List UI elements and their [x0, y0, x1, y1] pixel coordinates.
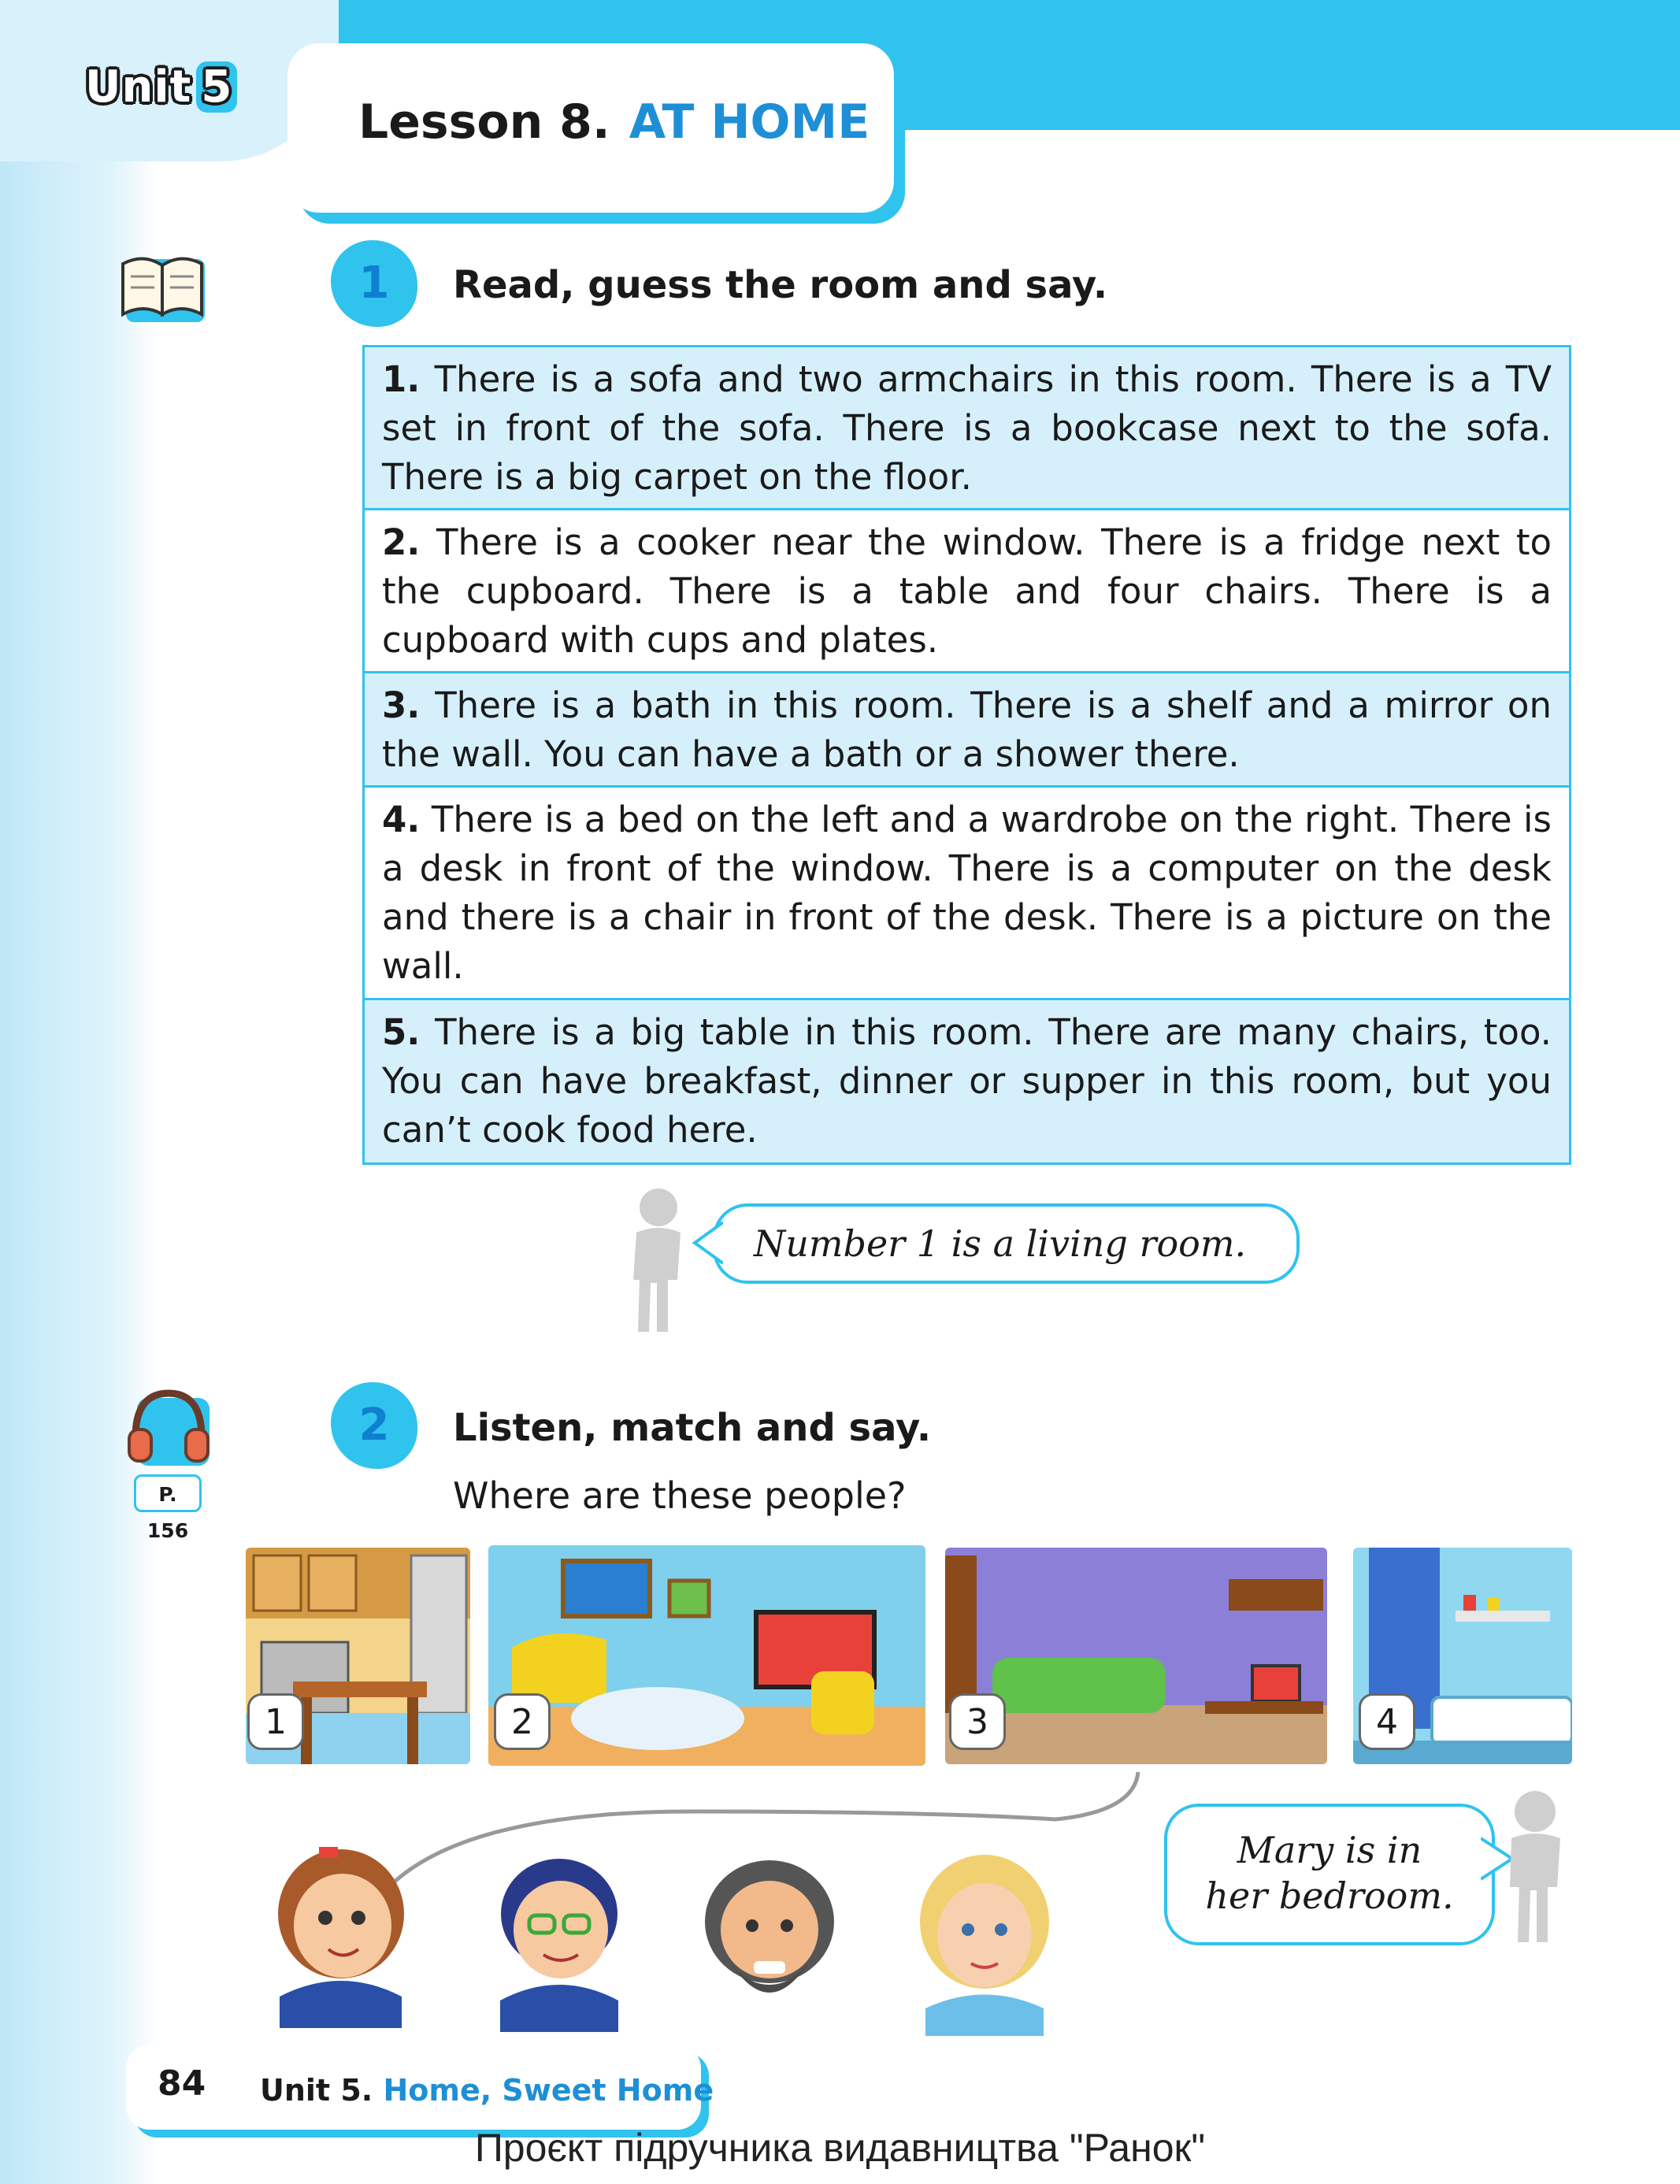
item-text: There is a cooker near the window. There is a fridge next to the cupboard. There is a table and four chairs. There is a cupboard with cups and plates. [382, 521, 1552, 661]
page-number: 84 [158, 2063, 206, 2104]
exercise2-instruction: Listen, match and say. [453, 1406, 932, 1450]
item-number: 3. [382, 684, 421, 726]
boy-character [488, 1843, 630, 2032]
footer-unit-name: Home, Sweet Home [383, 2073, 714, 2108]
item-number: 4. [382, 799, 421, 840]
picture-label-3: 3 [949, 1693, 1006, 1750]
picture-label-1: 1 [247, 1693, 304, 1750]
lesson-title [358, 95, 870, 150]
woman-character [910, 1847, 1059, 2036]
text-box-2 [362, 508, 1571, 673]
lesson-topic: AT HOME [629, 95, 870, 150]
speech-text-2-line2: her bedroom. [1205, 1874, 1454, 1917]
open-book-icon [120, 248, 208, 327]
item-number: 2. [382, 521, 421, 563]
picture-label-4: 4 [1359, 1693, 1415, 1750]
unit-number: 5 [196, 61, 237, 113]
left-margin-strip [0, 0, 158, 2184]
item-number: 1. [382, 358, 421, 400]
page-reference-badge: P. 156 [134, 1474, 202, 1512]
bearded-man-character [697, 1851, 843, 2032]
text-box-1 [362, 345, 1571, 510]
footer-unit-title [260, 2073, 714, 2108]
child-silhouette-icon [1500, 1788, 1571, 1945]
text-box-5 [362, 998, 1571, 1165]
speech-bubble-1 [713, 1203, 1300, 1284]
item-text: There is a big table in this room. There are many chairs, too. You can have breakfast, dinner or supper in this room, but you can’t cook food here. [382, 1011, 1552, 1151]
item-text: There is a sofa and two armchairs in this room. There is a TV set in front of the sofa. There is a bookcase next to the sofa. There is a big carpet on the floor. [382, 358, 1552, 498]
footer-unit-label: Unit 5. [260, 2073, 373, 2108]
unit-badge [85, 61, 237, 113]
item-text: There is a bed on the left and a wardrobe on the right. There is a desk in front of the window. There is a computer on the desk and there is a chair in front of the desk. There is a picture on the wall. [382, 799, 1552, 987]
text-box-4 [362, 785, 1571, 1000]
bubble-tail-1 [692, 1219, 723, 1266]
headphones-icon [124, 1382, 211, 1469]
child-silhouette-icon [622, 1185, 693, 1335]
exercise2-number: 2 [331, 1382, 417, 1469]
mary-character [264, 1839, 417, 2028]
text-box-3 [362, 671, 1571, 788]
speech-bubble-2 [1164, 1804, 1495, 1945]
item-number: 5. [382, 1011, 421, 1053]
exercise1-number: 1 [331, 240, 417, 327]
lesson-label: Lesson 8. [358, 95, 610, 150]
unit-word: Unit [85, 61, 192, 113]
publisher-watermark: Проєкт підручника видавництва "Ранок" [474, 2126, 1206, 2170]
speech-text-1: Number 1 is a living room. [754, 1222, 1247, 1265]
exercise2-question: Where are these people? [453, 1474, 907, 1517]
item-text: There is a bath in this room. There is a shelf and a mirror on the wall. You can have a bath or a shower there. [382, 684, 1552, 775]
speech-text-2-line1: Mary is in [1237, 1829, 1422, 1871]
dining-living-room-picture [488, 1545, 925, 1766]
exercise1-instruction: Read, guess the room and say. [453, 263, 1108, 307]
picture-label-2: 2 [494, 1693, 551, 1750]
